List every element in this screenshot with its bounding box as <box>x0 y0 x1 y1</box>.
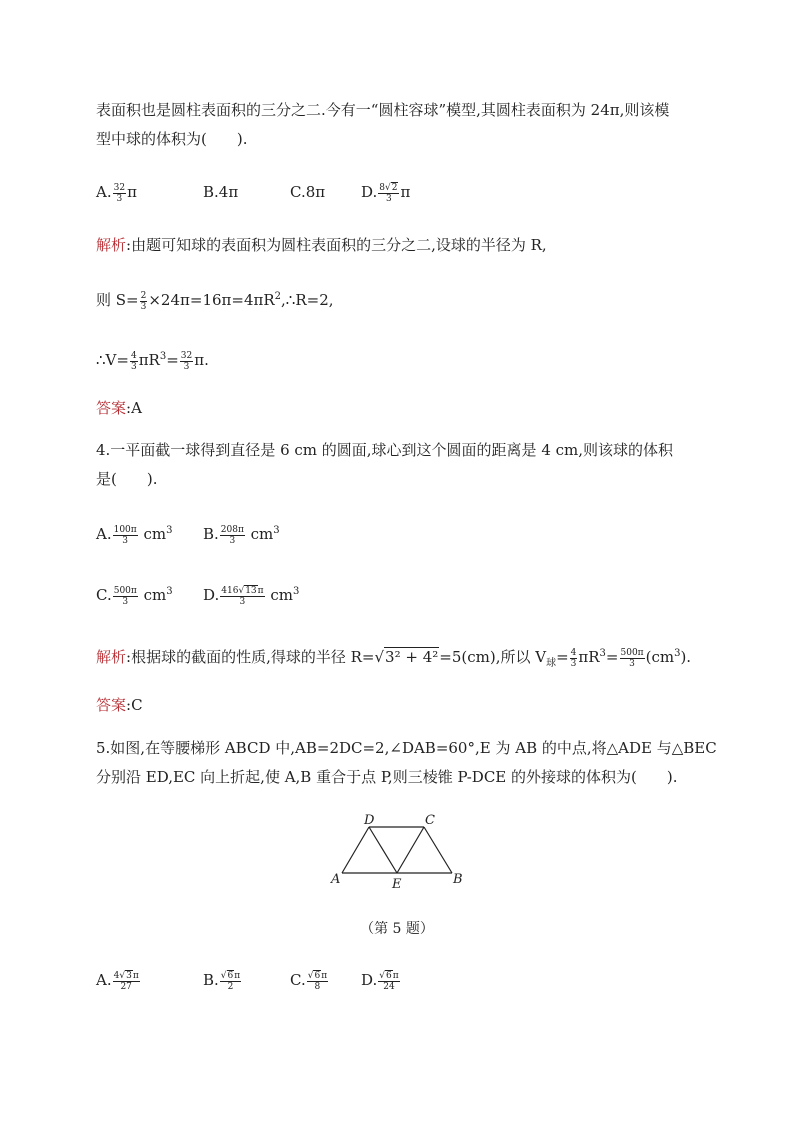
answer-label: 答案 <box>96 696 127 714</box>
label-b: B <box>453 872 463 887</box>
q3-calc1: 则 S= $\frac{2}{3}$ $\times 24\pi=16\pi=4\pi R^2,\therefore R=2$, <box>96 290 334 312</box>
edge-ad <box>342 827 369 873</box>
q3-option-b: B.4π <box>203 183 239 201</box>
q5-option-a: A. $\frac{4√3\pi}{27}$ <box>96 970 139 992</box>
q5-option-b: B. $\frac{√6\pi}{2}$ <box>203 970 241 992</box>
q4-option-d: D. $\frac{416√13\pi}{3}$ $cm^3$ <box>203 585 300 607</box>
analysis-label: 解析 <box>96 648 127 666</box>
q3-option-c: C.8π <box>290 183 326 201</box>
q4-option-b: B. $\frac{208\pi}{3}$ $cm^3$ <box>203 524 280 546</box>
edge-bc <box>424 827 452 873</box>
figure-caption: （第 5 题） <box>360 921 434 937</box>
q5-option-d: D. $\frac{√6\pi}{24}$ <box>361 970 399 992</box>
label-d: D <box>364 813 375 828</box>
q4-answer: 答案:C <box>96 696 143 714</box>
q3-answer: 答案:A <box>96 399 142 417</box>
q4-option-c: C. $\frac{500\pi}{3}$ $cm^3$ <box>96 585 173 607</box>
q3-option-a: A. $\frac{32}{3}$ π <box>96 182 137 204</box>
label-a: A <box>331 872 341 887</box>
q3-stem-line2: 型中球的体积为( ). <box>96 130 248 148</box>
q3-analysis: 解析:由题可知球的表面积为圆柱表面积的三分之二,设球的半径为 R, <box>96 236 547 254</box>
q5-stem-line2: 分别沿 ED,EC 向上折起,使 A,B 重合于点 P,则三棱锥 P-DCE 的外接球的体积为( ). <box>96 768 678 786</box>
q5-option-c: C. $\frac{√6\pi}{8}$ <box>290 970 328 992</box>
q4-option-a: A. $\frac{100\pi}{3}$ $cm^3$ <box>96 524 173 546</box>
edge-ed <box>369 827 397 873</box>
edge-ec <box>397 827 424 873</box>
q5-stem-line1: 5.如图,在等腰梯形 ABCD 中,AB=2DC=2,∠DAB=60°,E 为 AB 的中点,将△ADE 与△BEC <box>96 739 717 757</box>
label-e: E <box>392 877 402 892</box>
q4-stem-line2: 是( ). <box>96 470 158 488</box>
analysis-label: 解析 <box>96 236 127 254</box>
q3-calc2: ∴V= $\frac{4}{3}$ $\pi R^3=$ $\frac{32}{3}$ π. <box>96 350 209 372</box>
q3-option-d: D. $\frac{8√2}{3}$ π <box>361 182 411 204</box>
trapezoid-figure <box>320 808 480 893</box>
q3-stem-line1: 表面积也是圆柱表面积的三分之二.今有一“圆柱容球”模型,其圆柱表面积为 24π,则该模 <box>96 101 670 119</box>
q4-stem-line1: 4.一平面截一球得到直径是 6 cm 的圆面,球心到这个圆面的距离是 4 cm,则该球的体积 <box>96 441 674 459</box>
answer-label: 答案 <box>96 399 127 417</box>
q4-analysis: 解析:根据球的截面的性质,得球的半径 R=√3² + 4²=5(cm),所以 $V_球=$ $\frac{4}{3}$ $\pi R^3=$ $\frac{500\pi}{3}$ $(cm^3)$. <box>96 647 692 669</box>
label-c: C <box>425 813 435 828</box>
